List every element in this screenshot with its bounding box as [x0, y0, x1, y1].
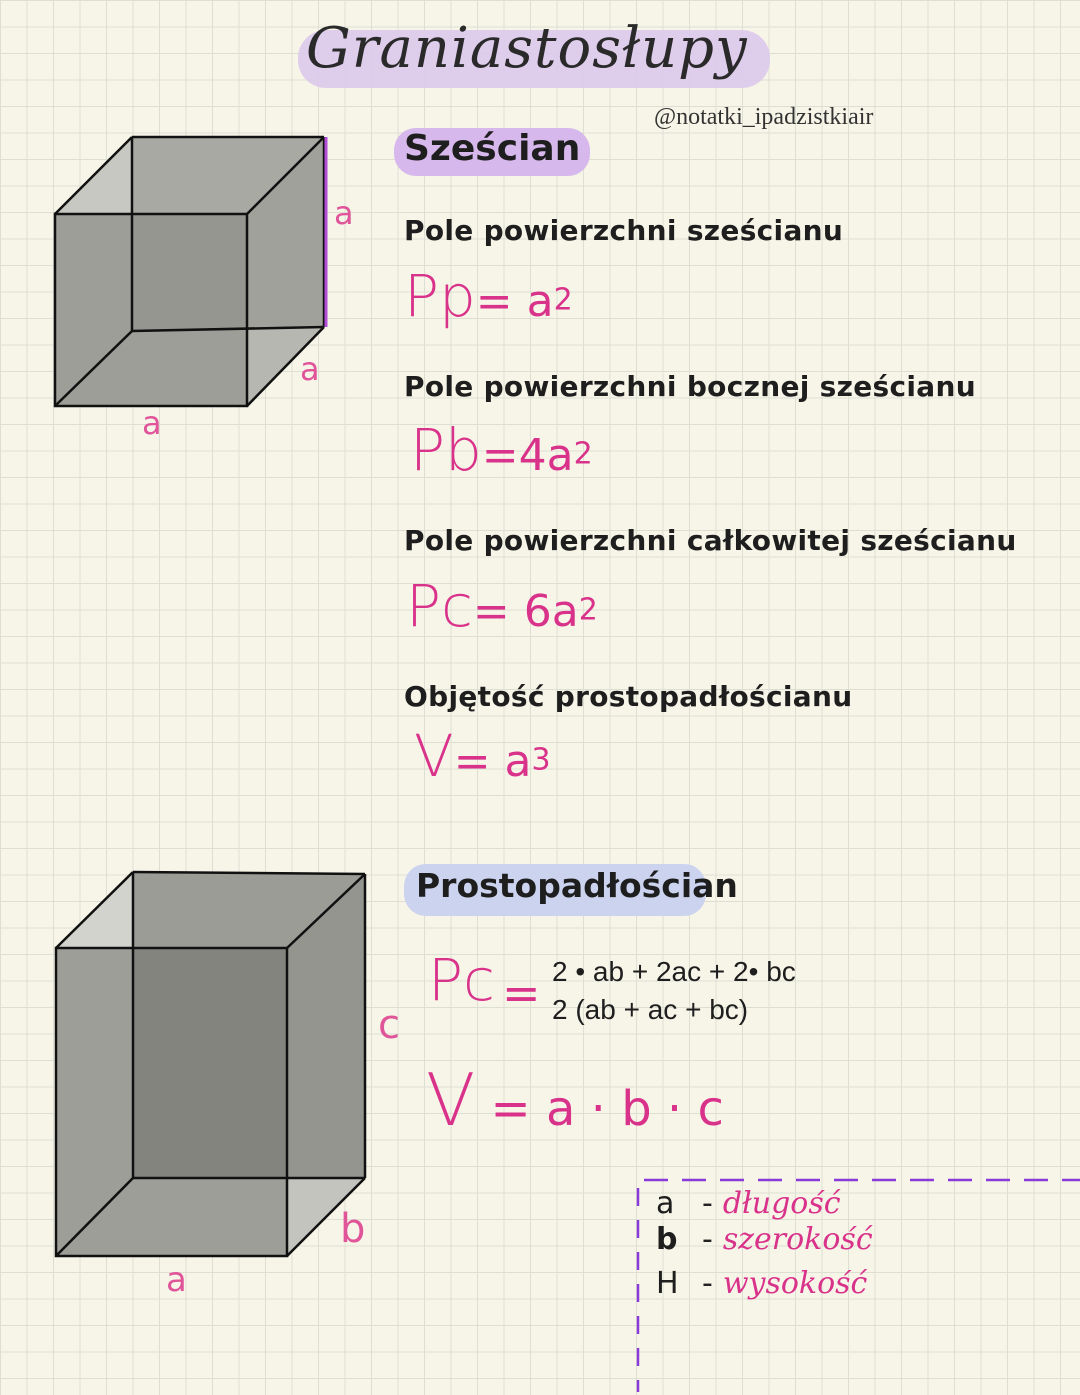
- formula-exponent: 2: [573, 436, 593, 472]
- formula-rhs: = a · b · c: [490, 1081, 724, 1137]
- cuboid-back-face: [133, 872, 365, 1178]
- formula-rhs: = 6a: [472, 586, 579, 637]
- legend-key: H: [656, 1266, 679, 1301]
- cube-volume-formula: [414, 722, 551, 790]
- cube-lateral-label: Pole powierzchni bocznej sześcianu: [404, 370, 976, 403]
- cube-lateral-formula: [410, 416, 593, 484]
- cuboid-edge-label-width: a: [166, 1260, 187, 1300]
- cuboid-pc-equals: =: [502, 966, 541, 1020]
- cube-surface-label: Pole powierzchni sześcianu: [404, 214, 844, 247]
- legend-item-width: [656, 1222, 873, 1257]
- formula-symbol: V: [426, 1058, 476, 1142]
- cube-total-label: Pole powierzchni całkowitej sześcianu: [404, 524, 1017, 557]
- formula-exponent: 3: [531, 742, 551, 778]
- legend-key: b: [656, 1222, 678, 1257]
- cube-figure: [40, 120, 340, 430]
- cube-edge-label-height: a: [334, 194, 354, 232]
- legend-dash: -: [702, 1266, 713, 1301]
- cube-volume-label: Objętość prostopadłościanu: [404, 680, 853, 713]
- formula-symbol: Pc: [406, 572, 473, 640]
- legend-key: a: [656, 1186, 675, 1221]
- formula-symbol: Pb: [410, 416, 482, 484]
- legend-item-height: [656, 1266, 867, 1301]
- cube-heading: Sześcian: [404, 128, 581, 169]
- legend-item-length: [656, 1186, 841, 1221]
- cuboid-heading: Prostopadłościan: [416, 866, 738, 905]
- cuboid-edge-label-depth: b: [340, 1206, 366, 1252]
- legend-text: szerokość: [722, 1222, 873, 1257]
- formula-symbol: Pp: [404, 262, 476, 330]
- formula-rhs: =4a: [481, 430, 574, 481]
- formula-rhs: = a: [453, 736, 532, 787]
- legend-dash: -: [702, 1222, 713, 1257]
- author-handle: @notatki_ipadzistkiair: [654, 104, 874, 130]
- cube-total-formula: [406, 572, 598, 640]
- formula-exponent: 2: [578, 592, 598, 628]
- formula-rhs: = a: [475, 276, 554, 327]
- page-title: Graniastosłupy: [306, 16, 748, 81]
- cuboid-pc-formula-1: 2 • ab + 2ac + 2• bc: [552, 956, 796, 987]
- cuboid-pc-symbol: Pc: [428, 946, 495, 1014]
- legend-text: wysokość: [722, 1266, 868, 1301]
- cube-surface-formula: [404, 262, 573, 330]
- formula-symbol: V: [414, 722, 454, 790]
- cube-edge-label-depth: a: [300, 350, 320, 388]
- cuboid-figure: [40, 860, 380, 1270]
- formula-exponent: 2: [553, 282, 573, 318]
- legend-dash: -: [702, 1186, 713, 1221]
- cuboid-pc-formula-2: 2 (ab + ac + bc): [552, 994, 749, 1025]
- legend-text: długość: [722, 1186, 841, 1221]
- cube-edge-label-width: a: [142, 404, 162, 442]
- cuboid-volume-formula: [426, 1058, 724, 1142]
- cuboid-edge-label-height: c: [378, 1002, 400, 1048]
